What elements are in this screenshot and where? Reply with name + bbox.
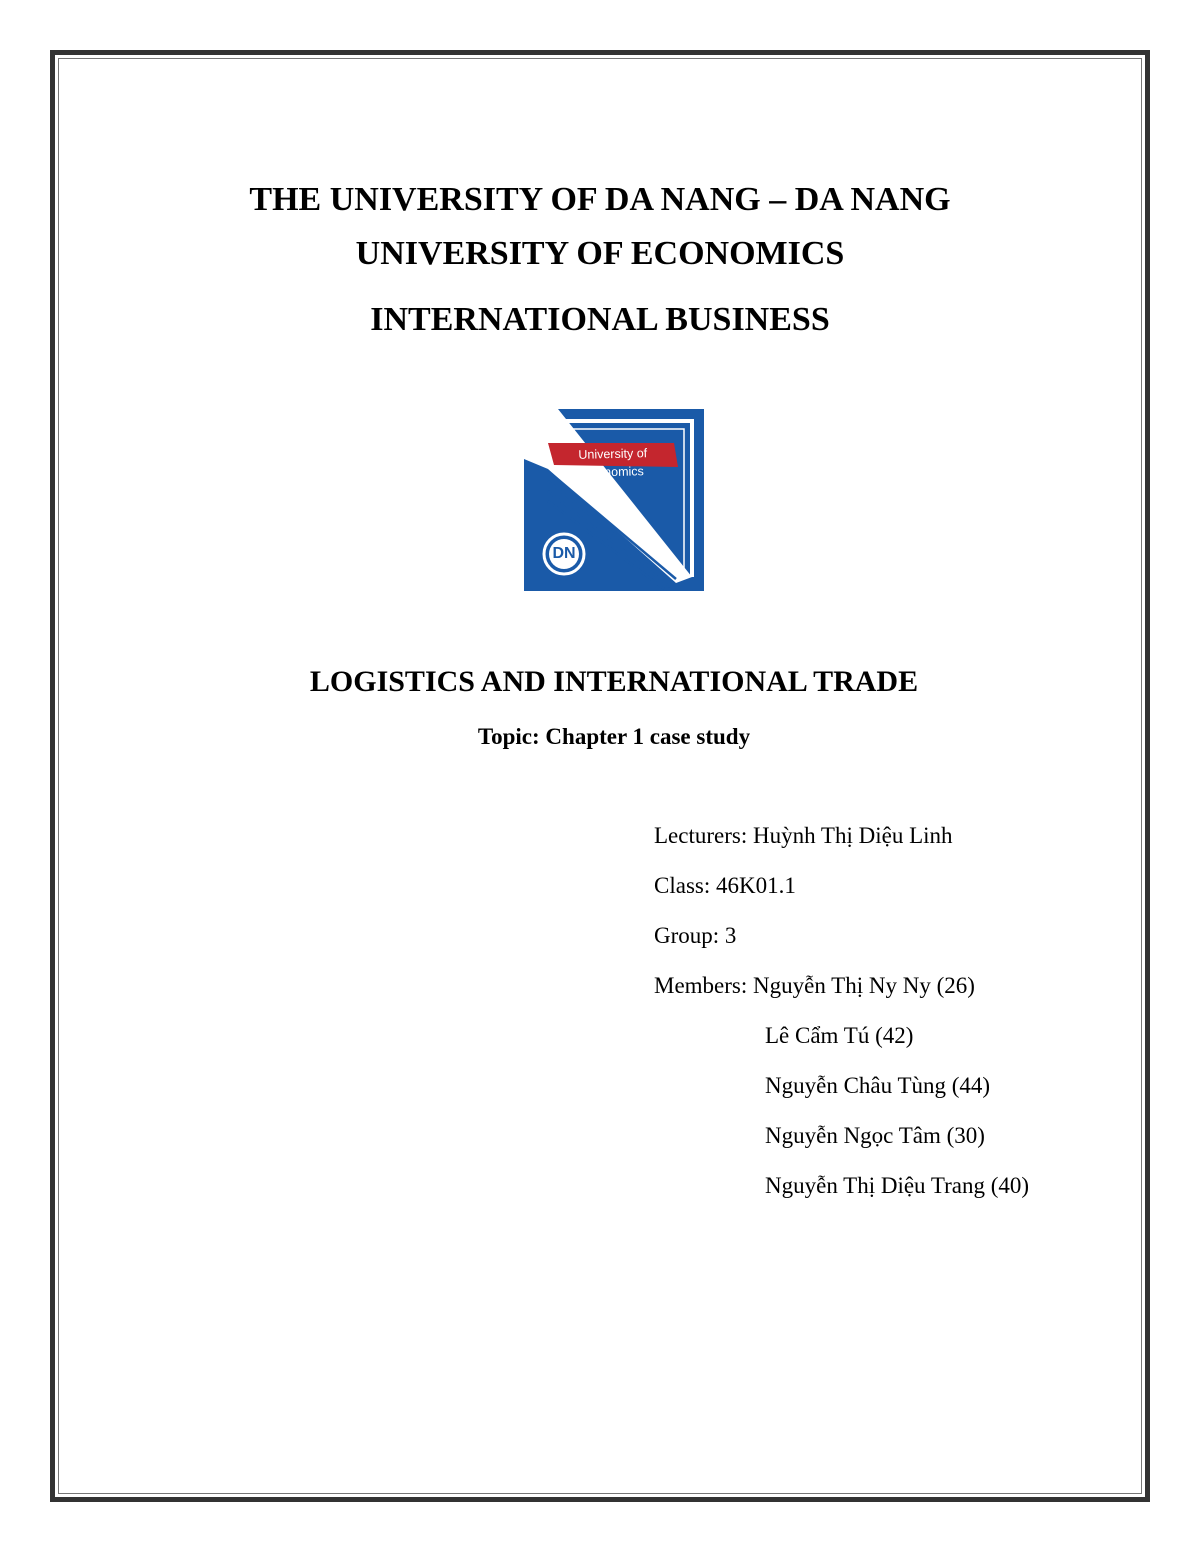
members-line — [654, 970, 1029, 1020]
header-line-university: THE UNIVERSITY OF DA NANG – DA NANG — [249, 181, 951, 218]
lecturer-line: Lecturers: Huỳnh Thị Diệu Linh — [654, 823, 953, 848]
member-name: Nguyễn Thị Diệu Trang (40) — [765, 1173, 1030, 1198]
member-name: Nguyễn Ngọc Tâm (30) — [765, 1123, 985, 1148]
member-name: Nguyễn Châu Tùng (44) — [765, 1073, 991, 1098]
topic-line: Topic: Chapter 1 case study — [477, 724, 751, 749]
logo-banner-text: University of Economics — [578, 446, 648, 480]
class-line: Class: 46K01.1 — [654, 873, 796, 898]
group-line: Group: 3 — [654, 923, 737, 948]
group-info — [654, 820, 1029, 1220]
member-name: Nguyễn Thị Ny Ny (26) — [753, 973, 975, 998]
members-label: Members: — [654, 973, 754, 998]
university-header — [0, 173, 1200, 347]
member-name: Lê Cẩm Tú (42) — [765, 1023, 914, 1048]
header-line-economics: UNIVERSITY OF ECONOMICS — [355, 235, 845, 272]
course-title: LOGISTICS AND INTERNATIONAL TRADE — [309, 665, 919, 698]
university-logo — [524, 409, 704, 591]
header-line-faculty: INTERNATIONAL BUSINESS — [370, 301, 830, 338]
logo-monogram: DN — [552, 545, 576, 562]
